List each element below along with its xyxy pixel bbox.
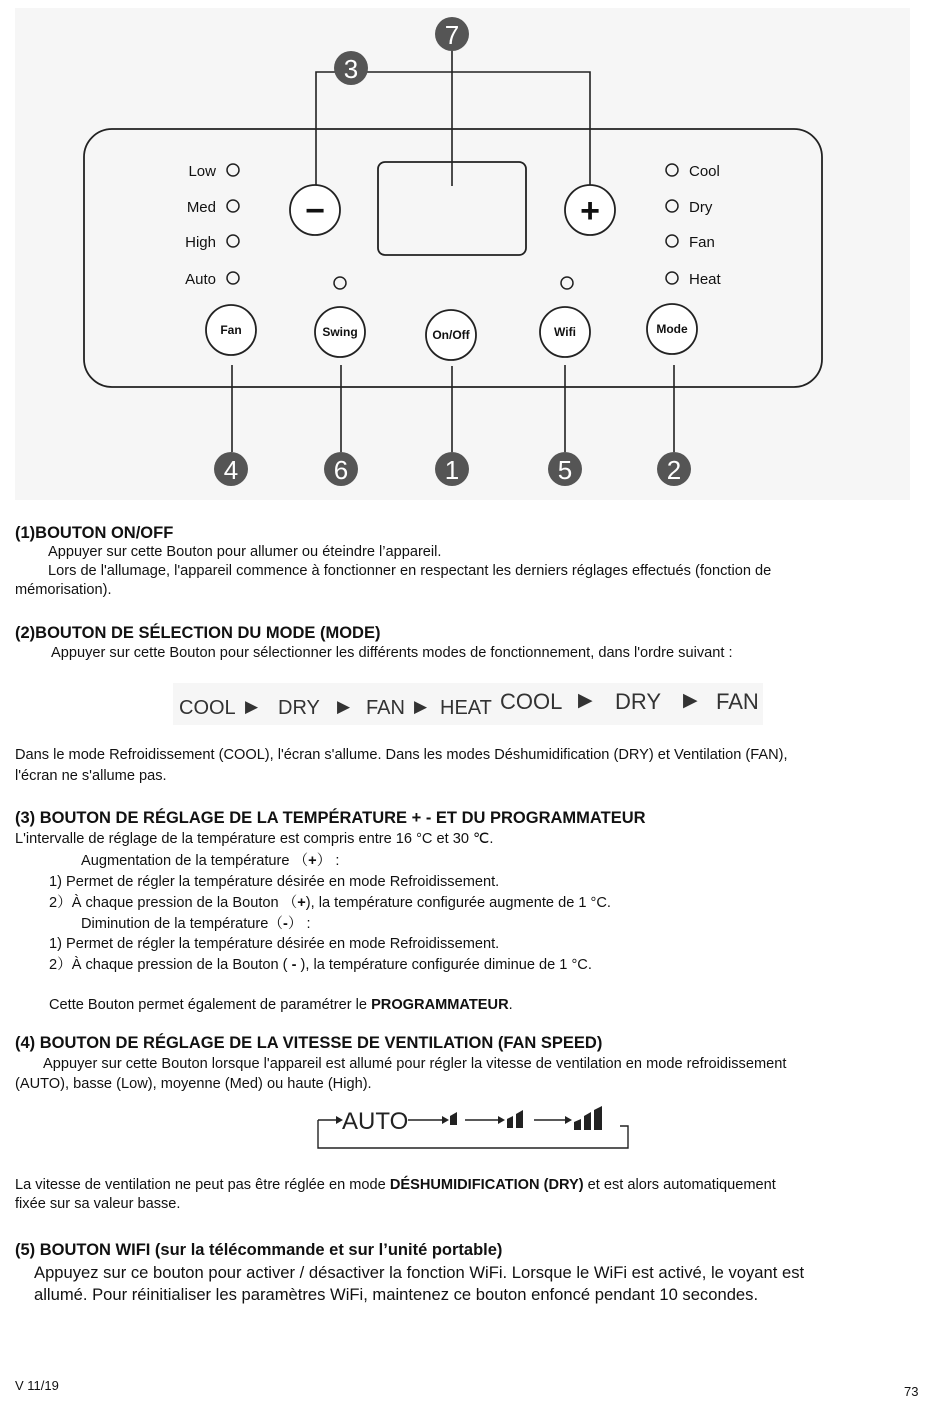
section-4-text-2: (AUTO), basse (Low), moyenne (Med) ou haute (High). bbox=[15, 1076, 372, 1092]
callout-4 bbox=[214, 452, 248, 486]
fan-level-med-label: Med bbox=[186, 199, 216, 216]
section-3-title: (3) BOUTON DE RÉGLAGE DE LA TEMPÉRATURE + - ET DU PROGRAMMATEUR bbox=[15, 809, 646, 827]
fan-speed-cycle-figure bbox=[310, 1102, 635, 1152]
fan-level-low-label: Low bbox=[188, 163, 216, 180]
svg-text:Mode: Mode bbox=[656, 322, 688, 336]
callout-5 bbox=[548, 452, 582, 486]
svg-text:Fan: Fan bbox=[220, 323, 242, 337]
section-1-text-1: Appuyer sur cette Bouton pour allumer ou éteindre l’appareil. bbox=[48, 544, 442, 560]
seq-a-fan: FAN bbox=[366, 697, 405, 719]
mode-heat-label: Heat bbox=[689, 271, 721, 288]
wifi-button[interactable] bbox=[540, 307, 590, 357]
seq-a-heat: HEAT bbox=[440, 697, 492, 719]
plus-button[interactable] bbox=[565, 185, 615, 235]
temp-decrease-label: Diminution de la température（-） : bbox=[81, 916, 311, 932]
section-5-text-1: Appuyez sur ce bouton pour activer / désactiver la fonction WiFi. Lorsque le WiFi est activé, le voyant est bbox=[34, 1263, 805, 1282]
control-panel-diagram bbox=[0, 0, 950, 505]
section-4-text-1: Appuyer sur cette Bouton lorsque l'appareil est allumé pour régler la vitesse de ventilation en mode refroidissement bbox=[43, 1056, 787, 1072]
temp-decrease-2: 2）À chaque pression de la Bouton ( - ), la température configurée diminue de 1 °C. bbox=[49, 957, 592, 973]
seq-a-cool: COOL bbox=[179, 697, 236, 719]
swing-button[interactable] bbox=[315, 307, 365, 357]
svg-text:5: 5 bbox=[557, 455, 573, 485]
temp-range-text: L'intervalle de réglage de la température est compris entre 16 °C et 30 ℃. bbox=[15, 831, 494, 847]
mode-fan-label: Fan bbox=[689, 234, 715, 251]
seq-b-cool: COOL bbox=[500, 689, 563, 714]
mode-button[interactable] bbox=[647, 304, 697, 354]
seq-b-dry: DRY bbox=[615, 689, 662, 714]
mode-sequence-figure: COOL ▶ DRY ▶ FAN ▶ HEAT COOL ▶ DRY ▶ FAN bbox=[173, 683, 763, 725]
temp-increase-1: 1) Permet de régler la température désirée en mode Refroidissement. bbox=[49, 874, 500, 890]
fan-level-high-label: High bbox=[185, 234, 216, 251]
callout-3 bbox=[334, 51, 368, 85]
section-2-text-1: Appuyer sur cette Bouton pour sélectionner les différents modes de fonctionnement, dans l'ordre suivant : bbox=[51, 645, 733, 661]
svg-text:On/Off: On/Off bbox=[432, 328, 470, 342]
mode-dry-label: Dry bbox=[689, 199, 713, 216]
section-2-text-3: l'écran ne s'allume pas. bbox=[15, 768, 167, 784]
minus-button[interactable] bbox=[290, 185, 340, 235]
svg-text:1: 1 bbox=[444, 455, 460, 485]
svg-text:2: 2 bbox=[666, 455, 682, 485]
section-4-title: (4) BOUTON DE RÉGLAGE DE LA VITESSE DE VENTILATION (FAN SPEED) bbox=[15, 1034, 603, 1052]
fan-button[interactable] bbox=[206, 305, 256, 355]
svg-text:6: 6 bbox=[333, 455, 349, 485]
temp-increase-2: 2）À chaque pression de la Bouton （+), la température configurée augmente de 1 °C. bbox=[49, 895, 611, 911]
seq-b-fan: FAN bbox=[716, 689, 759, 714]
callout-7 bbox=[435, 17, 469, 51]
section-1-text-3: mémorisation). bbox=[15, 582, 112, 598]
svg-text:Wifi: Wifi bbox=[554, 325, 576, 339]
svg-text:−: − bbox=[305, 192, 325, 230]
svg-text:7: 7 bbox=[444, 20, 460, 50]
callout-2 bbox=[657, 452, 691, 486]
page-number: 73 bbox=[904, 1384, 919, 1399]
callout-6 bbox=[324, 452, 358, 486]
callout-1 bbox=[435, 452, 469, 486]
section-1-title: (1)BOUTON ON/OFF bbox=[15, 524, 174, 542]
footer-version: V 11/19 bbox=[15, 1378, 59, 1393]
programmer-text: Cette Bouton permet également de paramétrer le PROGRAMMATEUR. bbox=[49, 997, 513, 1013]
temp-increase-label: Augmentation de la température （+） : bbox=[81, 853, 340, 869]
section-2-title: (2)BOUTON DE SÉLECTION DU MODE (MODE) bbox=[15, 624, 381, 642]
svg-text:4: 4 bbox=[223, 455, 239, 485]
section-4-text-4: fixée sur sa valeur basse. bbox=[15, 1196, 181, 1212]
svg-text:3: 3 bbox=[343, 54, 359, 84]
section-2-text-2: Dans le mode Refroidissement (COOL), l'écran s'allume. Dans les modes Déshumidification (DRY) et Ventilation (FAN), bbox=[15, 747, 788, 763]
fan-speed-auto-label: AUTO bbox=[342, 1108, 409, 1135]
section-4-text-3: La vitesse de ventilation ne peut pas être réglée en mode DÉSHUMIDIFICATION (DRY) et est alors automatiquement bbox=[15, 1177, 776, 1193]
temp-decrease-1: 1) Permet de régler la température désirée en mode Refroidissement. bbox=[49, 936, 500, 952]
section-5-title: (5) BOUTON WIFI (sur la télécommande et sur l’unité portable) bbox=[15, 1241, 503, 1259]
seq-a-dry: DRY bbox=[278, 697, 320, 719]
mode-cool-label: Cool bbox=[689, 163, 720, 180]
fan-level-auto-label: Auto bbox=[185, 271, 216, 288]
section-1-text-2: Lors de l'allumage, l'appareil commence à fonctionner en respectant les derniers réglages effectués (fonction de bbox=[48, 563, 772, 579]
section-5-text-2: allumé. Pour réinitialiser les paramètres WiFi, maintenez ce bouton enfoncé pendant 10 secondes. bbox=[34, 1285, 759, 1304]
svg-text:Swing: Swing bbox=[322, 325, 358, 339]
svg-text:+: + bbox=[580, 192, 600, 230]
onoff-button[interactable] bbox=[426, 310, 476, 360]
